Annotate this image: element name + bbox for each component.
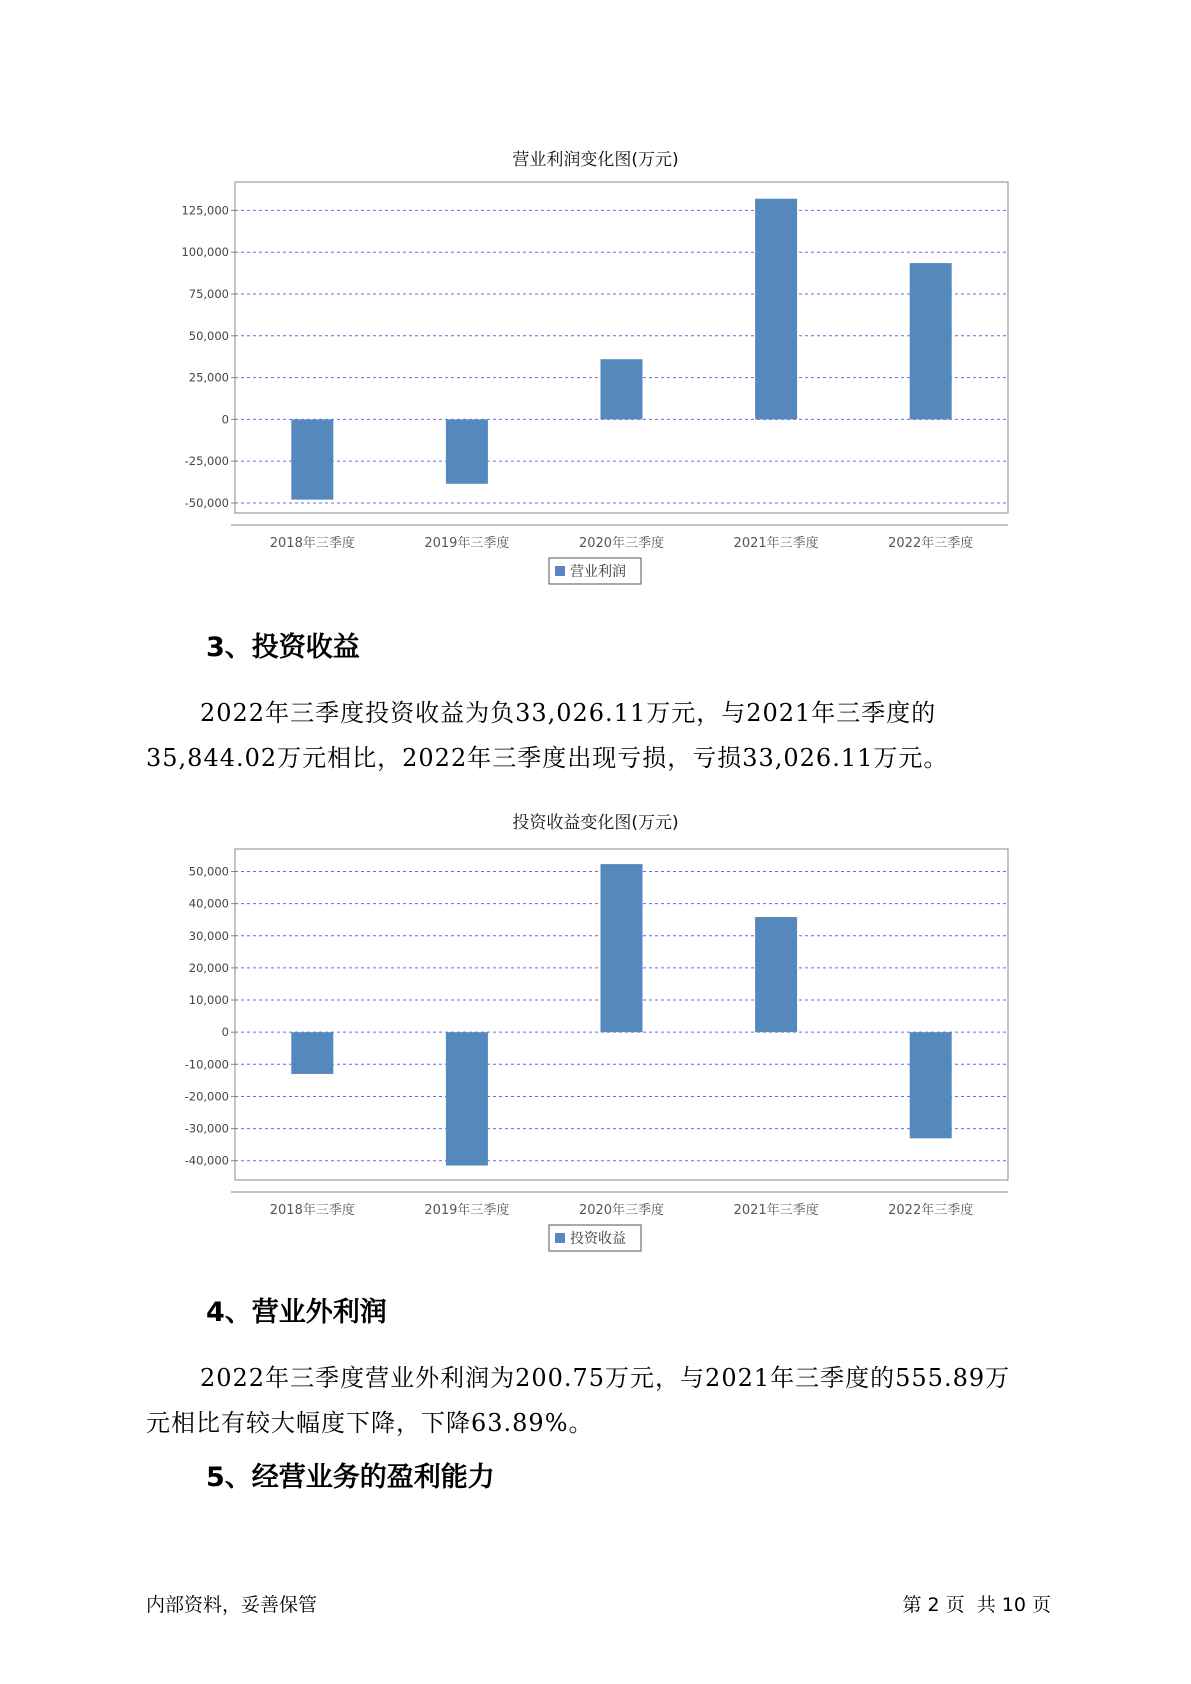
footer-confidential-note: 内部资料，妥善保管 [146, 1594, 318, 1616]
bar-2022年三季度 [910, 1032, 952, 1138]
x-tick-label: 2019年三季度 [424, 536, 510, 551]
x-tick-label: 2021年三季度 [733, 536, 819, 551]
y-tick-label: -20,000 [184, 1089, 229, 1104]
section-5-heading: 5、经营业务的盈利能力 [206, 1462, 495, 1493]
y-tick-label: -50,000 [184, 495, 229, 510]
y-tick-label: 25,000 [188, 370, 229, 385]
bar-2019年三季度 [446, 419, 488, 483]
x-tick-label: 2022年三季度 [888, 1203, 974, 1218]
y-tick-label: 100,000 [181, 245, 229, 260]
y-tick-label: 20,000 [188, 960, 229, 975]
bar-2018年三季度 [291, 1032, 333, 1074]
x-tick-label: 2022年三季度 [888, 536, 974, 551]
section-4-paragraph-line-1: 2022年三季度营业外利润为200.75万元，与2021年三季度的555.89万 [200, 1364, 1011, 1392]
section-3-paragraph-line-2: 35,844.02万元相比，2022年三季度出现亏损，亏损33,026.11万元。 [146, 744, 949, 772]
section-3-heading: 3、投资收益 [206, 632, 360, 663]
x-tick-label: 2019年三季度 [424, 1203, 510, 1218]
y-tick-label: -40,000 [184, 1153, 229, 1168]
y-tick-label: 75,000 [188, 287, 229, 302]
y-tick-label: 10,000 [188, 993, 229, 1008]
x-tick-label: 2018年三季度 [269, 536, 355, 551]
y-tick-label: 50,000 [188, 864, 229, 879]
y-tick-label: 30,000 [188, 928, 229, 943]
x-tick-label: 2021年三季度 [733, 1203, 819, 1218]
section-4-heading: 4、营业外利润 [206, 1297, 387, 1328]
chart-1-title: 营业利润变化图(万元) [512, 150, 679, 170]
y-tick-label: 0 [221, 412, 229, 427]
y-tick-label: 0 [221, 1025, 229, 1040]
bar-2018年三季度 [291, 419, 333, 499]
y-tick-label: 40,000 [188, 896, 229, 911]
plot-frame [235, 182, 1008, 513]
bar-2019年三季度 [446, 1032, 488, 1165]
y-tick-label: -25,000 [184, 454, 229, 469]
footer-page-number: 第 2 页 共 10 页 [902, 1594, 1051, 1616]
investment-income-chart [0, 835, 1191, 1265]
legend-label: 投资收益 [570, 1231, 626, 1247]
bar-2021年三季度 [755, 199, 797, 420]
bar-2021年三季度 [755, 917, 797, 1032]
section-4-paragraph-line-2: 元相比有较大幅度下降，下降63.89%。 [146, 1409, 594, 1437]
y-tick-label: 125,000 [181, 203, 229, 218]
x-tick-label: 2020年三季度 [578, 536, 665, 551]
x-tick-label: 2020年三季度 [578, 1203, 665, 1218]
legend-swatch [555, 1233, 565, 1243]
y-tick-label: 50,000 [188, 328, 229, 343]
bar-2020年三季度 [601, 864, 643, 1032]
operating-profit-chart [0, 168, 1191, 598]
y-tick-label: -10,000 [184, 1057, 229, 1072]
section-3-paragraph-line-1: 2022年三季度投资收益为负33,026.11万元，与2021年三季度的 [200, 699, 937, 727]
legend-swatch [555, 566, 565, 576]
legend-label: 营业利润 [570, 564, 626, 580]
y-tick-label: -30,000 [184, 1121, 229, 1136]
x-tick-label: 2018年三季度 [269, 1203, 355, 1218]
bar-2020年三季度 [601, 359, 643, 419]
chart-2-title: 投资收益变化图(万元) [512, 813, 679, 833]
bar-2022年三季度 [910, 263, 952, 419]
